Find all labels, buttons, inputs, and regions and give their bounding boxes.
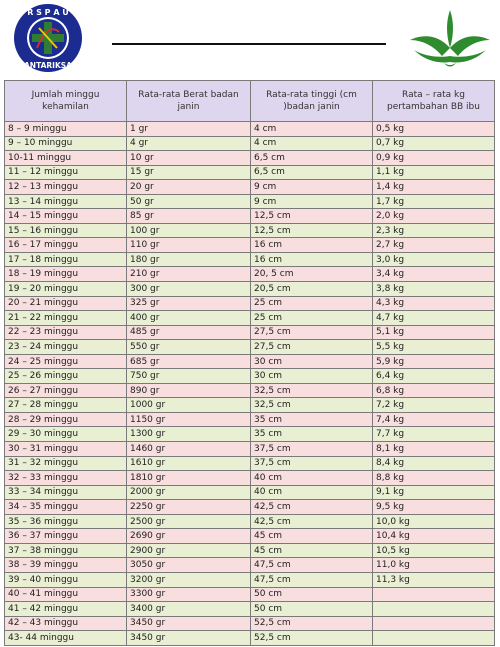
cell-fetal-weight: 210 gr <box>127 267 251 282</box>
cell-mother-weight-gain: 3,4 kg <box>373 267 495 282</box>
table-row <box>5 165 495 180</box>
cell-fetal-weight: 1810 gr <box>127 471 251 486</box>
cell-fetal-weight: 2500 gr <box>127 514 251 529</box>
cell-fetal-length: 4 cm <box>251 122 373 137</box>
cell-weeks: 32 – 33 minggu <box>5 471 127 486</box>
cell-mother-weight-gain: 5,5 kg <box>373 340 495 355</box>
cell-fetal-weight: 400 gr <box>127 311 251 326</box>
cell-weeks: 22 – 23 minggu <box>5 325 127 340</box>
table-row <box>5 136 495 151</box>
cell-mother-weight-gain: 10,0 kg <box>373 514 495 529</box>
cell-weeks: 33 – 34 minggu <box>5 485 127 500</box>
cell-mother-weight-gain <box>373 602 495 617</box>
cell-fetal-length: 45 cm <box>251 529 373 544</box>
cell-mother-weight-gain: 8,1 kg <box>373 442 495 457</box>
cell-weeks: 27 – 28 minggu <box>5 398 127 413</box>
cell-weeks: 43- 44 minggu <box>5 631 127 646</box>
cell-fetal-length: 37,5 cm <box>251 456 373 471</box>
cell-fetal-length: 20, 5 cm <box>251 267 373 282</box>
logo-bottom-text: ANTARIKSA <box>23 61 73 70</box>
table-row <box>5 180 495 195</box>
cell-fetal-length: 40 cm <box>251 471 373 486</box>
table-row <box>5 471 495 486</box>
cell-fetal-weight: 2000 gr <box>127 485 251 500</box>
table-row <box>5 572 495 587</box>
cell-weeks: 15 – 16 minggu <box>5 223 127 238</box>
cell-fetal-length: 25 cm <box>251 311 373 326</box>
table-row <box>5 602 495 617</box>
cell-mother-weight-gain: 11,3 kg <box>373 572 495 587</box>
cell-fetal-length: 25 cm <box>251 296 373 311</box>
cell-fetal-length: 6,5 cm <box>251 165 373 180</box>
cell-mother-weight-gain: 7,4 kg <box>373 412 495 427</box>
table-row <box>5 442 495 457</box>
table-body <box>5 122 495 646</box>
table-row <box>5 122 495 137</box>
cell-weeks: 24 – 25 minggu <box>5 354 127 369</box>
table-row <box>5 514 495 529</box>
table-header-row <box>5 81 495 122</box>
cell-mother-weight-gain: 7,2 kg <box>373 398 495 413</box>
logo-top-text: R S P A U <box>27 8 69 17</box>
cell-fetal-weight: 485 gr <box>127 325 251 340</box>
cell-fetal-length: 35 cm <box>251 412 373 427</box>
cell-fetal-length: 9 cm <box>251 194 373 209</box>
table-row <box>5 151 495 166</box>
page-header <box>0 0 500 78</box>
cell-mother-weight-gain: 11,0 kg <box>373 558 495 573</box>
cell-mother-weight-gain: 6,4 kg <box>373 369 495 384</box>
cell-fetal-weight: 1610 gr <box>127 456 251 471</box>
cell-fetal-length: 37,5 cm <box>251 442 373 457</box>
cell-fetal-weight: 325 gr <box>127 296 251 311</box>
cell-fetal-length: 20,5 cm <box>251 282 373 297</box>
cell-fetal-length: 32,5 cm <box>251 398 373 413</box>
cell-mother-weight-gain: 0,9 kg <box>373 151 495 166</box>
cell-weeks: 16 – 17 minggu <box>5 238 127 253</box>
cell-weeks: 42 – 43 minggu <box>5 616 127 631</box>
cell-fetal-length: 45 cm <box>251 543 373 558</box>
cell-weeks: 20 – 21 minggu <box>5 296 127 311</box>
table-row <box>5 325 495 340</box>
header-fetal-weight: Rata-rata Berat badan janin <box>127 81 251 122</box>
leaf-emblem-logo <box>404 4 496 72</box>
table-row <box>5 209 495 224</box>
cell-fetal-length: 16 cm <box>251 238 373 253</box>
cell-fetal-weight: 100 gr <box>127 223 251 238</box>
cell-fetal-weight: 1000 gr <box>127 398 251 413</box>
cell-fetal-length: 12,5 cm <box>251 209 373 224</box>
cell-fetal-weight: 1300 gr <box>127 427 251 442</box>
cell-fetal-length: 30 cm <box>251 354 373 369</box>
cell-weeks: 8 – 9 minggu <box>5 122 127 137</box>
cell-weeks: 38 – 39 minggu <box>5 558 127 573</box>
header-weeks: Jumlah minggu kehamilan <box>5 81 127 122</box>
rspau-antariksa-logo <box>3 2 93 74</box>
cell-weeks: 30 – 31 minggu <box>5 442 127 457</box>
cell-fetal-length: 47,5 cm <box>251 572 373 587</box>
table-row <box>5 194 495 209</box>
cell-weeks: 41 – 42 minggu <box>5 602 127 617</box>
cell-weeks: 28 – 29 minggu <box>5 412 127 427</box>
table-row <box>5 398 495 413</box>
cell-mother-weight-gain: 2,7 kg <box>373 238 495 253</box>
cell-mother-weight-gain: 1,4 kg <box>373 180 495 195</box>
cell-fetal-weight: 2900 gr <box>127 543 251 558</box>
cell-mother-weight-gain: 9,5 kg <box>373 500 495 515</box>
cell-weeks: 26 – 27 minggu <box>5 383 127 398</box>
cell-fetal-length: 42,5 cm <box>251 500 373 515</box>
cell-fetal-weight: 20 gr <box>127 180 251 195</box>
cell-fetal-length: 6,5 cm <box>251 151 373 166</box>
cell-mother-weight-gain: 8,4 kg <box>373 456 495 471</box>
cell-weeks: 11 – 12 minggu <box>5 165 127 180</box>
cell-fetal-length: 4 cm <box>251 136 373 151</box>
cell-fetal-weight: 750 gr <box>127 369 251 384</box>
table-row <box>5 311 495 326</box>
table-row <box>5 485 495 500</box>
cell-mother-weight-gain: 1,7 kg <box>373 194 495 209</box>
cell-weeks: 18 – 19 minggu <box>5 267 127 282</box>
cell-weeks: 12 – 13 minggu <box>5 180 127 195</box>
cell-fetal-length: 50 cm <box>251 587 373 602</box>
cell-mother-weight-gain: 4,7 kg <box>373 311 495 326</box>
table-row <box>5 543 495 558</box>
cell-mother-weight-gain: 3,0 kg <box>373 252 495 267</box>
cell-fetal-length: 42,5 cm <box>251 514 373 529</box>
cell-weeks: 29 – 30 minggu <box>5 427 127 442</box>
cell-fetal-weight: 300 gr <box>127 282 251 297</box>
cell-weeks: 25 – 26 minggu <box>5 369 127 384</box>
table-row <box>5 238 495 253</box>
cell-weeks: 35 – 36 minggu <box>5 514 127 529</box>
cell-weeks: 14 – 15 minggu <box>5 209 127 224</box>
cell-mother-weight-gain: 0,7 kg <box>373 136 495 151</box>
table-row <box>5 354 495 369</box>
table-row <box>5 282 495 297</box>
cell-weeks: 39 – 40 minggu <box>5 572 127 587</box>
table-row <box>5 383 495 398</box>
cell-weeks: 9 – 10 minggu <box>5 136 127 151</box>
cell-weeks: 34 – 35 minggu <box>5 500 127 515</box>
cell-mother-weight-gain: 9,1 kg <box>373 485 495 500</box>
table-row <box>5 616 495 631</box>
cell-weeks: 10-11 minggu <box>5 151 127 166</box>
cell-fetal-length: 27,5 cm <box>251 325 373 340</box>
cell-fetal-weight: 15 gr <box>127 165 251 180</box>
cell-mother-weight-gain: 1,1 kg <box>373 165 495 180</box>
table-row <box>5 456 495 471</box>
cell-mother-weight-gain: 10,4 kg <box>373 529 495 544</box>
cell-weeks: 17 – 18 minggu <box>5 252 127 267</box>
cell-fetal-weight: 1 gr <box>127 122 251 137</box>
cell-weeks: 19 – 20 minggu <box>5 282 127 297</box>
cell-fetal-weight: 180 gr <box>127 252 251 267</box>
cell-mother-weight-gain: 5,9 kg <box>373 354 495 369</box>
header-divider-line <box>112 43 386 45</box>
cell-fetal-length: 30 cm <box>251 369 373 384</box>
cell-weeks: 21 – 22 minggu <box>5 311 127 326</box>
table-row <box>5 296 495 311</box>
table-row <box>5 412 495 427</box>
cell-fetal-weight: 685 gr <box>127 354 251 369</box>
cell-fetal-weight: 110 gr <box>127 238 251 253</box>
cell-mother-weight-gain: 8,8 kg <box>373 471 495 486</box>
header-mother-weight-gain: Rata – rata kg pertambahan BB ibu <box>373 81 495 122</box>
cell-fetal-length: 50 cm <box>251 602 373 617</box>
cell-fetal-weight: 2690 gr <box>127 529 251 544</box>
cell-weeks: 31 – 32 minggu <box>5 456 127 471</box>
cell-fetal-weight: 1460 gr <box>127 442 251 457</box>
cell-fetal-weight: 1150 gr <box>127 412 251 427</box>
table-row <box>5 587 495 602</box>
cell-fetal-weight: 2250 gr <box>127 500 251 515</box>
cell-mother-weight-gain: 2,0 kg <box>373 209 495 224</box>
cell-fetal-weight: 3450 gr <box>127 631 251 646</box>
cell-mother-weight-gain: 7,7 kg <box>373 427 495 442</box>
cell-fetal-weight: 3450 gr <box>127 616 251 631</box>
cell-fetal-length: 35 cm <box>251 427 373 442</box>
cell-mother-weight-gain: 4,3 kg <box>373 296 495 311</box>
cell-weeks: 13 – 14 minggu <box>5 194 127 209</box>
table-row <box>5 223 495 238</box>
cell-weeks: 37 – 38 minggu <box>5 543 127 558</box>
table-row <box>5 558 495 573</box>
table-row <box>5 631 495 646</box>
cell-mother-weight-gain <box>373 631 495 646</box>
cell-fetal-length: 27,5 cm <box>251 340 373 355</box>
cell-fetal-weight: 10 gr <box>127 151 251 166</box>
cell-fetal-weight: 890 gr <box>127 383 251 398</box>
cell-fetal-weight: 4 gr <box>127 136 251 151</box>
cell-fetal-length: 40 cm <box>251 485 373 500</box>
cell-fetal-length: 52,5 cm <box>251 631 373 646</box>
cell-fetal-length: 47,5 cm <box>251 558 373 573</box>
cell-mother-weight-gain: 0,5 kg <box>373 122 495 137</box>
cell-mother-weight-gain <box>373 587 495 602</box>
cell-mother-weight-gain: 5,1 kg <box>373 325 495 340</box>
cell-mother-weight-gain: 10,5 kg <box>373 543 495 558</box>
cell-fetal-weight: 3300 gr <box>127 587 251 602</box>
table-row <box>5 369 495 384</box>
cell-fetal-length: 16 cm <box>251 252 373 267</box>
cell-fetal-weight: 550 gr <box>127 340 251 355</box>
table-row <box>5 267 495 282</box>
cell-fetal-weight: 50 gr <box>127 194 251 209</box>
cell-fetal-weight: 3200 gr <box>127 572 251 587</box>
table-row <box>5 500 495 515</box>
cell-mother-weight-gain: 3,8 kg <box>373 282 495 297</box>
cell-fetal-weight: 3400 gr <box>127 602 251 617</box>
cell-mother-weight-gain: 6,8 kg <box>373 383 495 398</box>
header-fetal-length: Rata-rata tinggi (cm )badan janin <box>251 81 373 122</box>
cell-weeks: 40 – 41 minggu <box>5 587 127 602</box>
table-row <box>5 340 495 355</box>
table-row <box>5 252 495 267</box>
cell-mother-weight-gain <box>373 616 495 631</box>
cell-weeks: 23 – 24 minggu <box>5 340 127 355</box>
cell-fetal-weight: 85 gr <box>127 209 251 224</box>
cell-mother-weight-gain: 2,3 kg <box>373 223 495 238</box>
fetal-growth-table <box>4 80 495 646</box>
cell-fetal-weight: 3050 gr <box>127 558 251 573</box>
table-row <box>5 427 495 442</box>
cell-fetal-length: 9 cm <box>251 180 373 195</box>
cell-fetal-length: 52,5 cm <box>251 616 373 631</box>
table-row <box>5 529 495 544</box>
cell-fetal-length: 12,5 cm <box>251 223 373 238</box>
cell-weeks: 36 – 37 minggu <box>5 529 127 544</box>
cell-fetal-length: 32,5 cm <box>251 383 373 398</box>
